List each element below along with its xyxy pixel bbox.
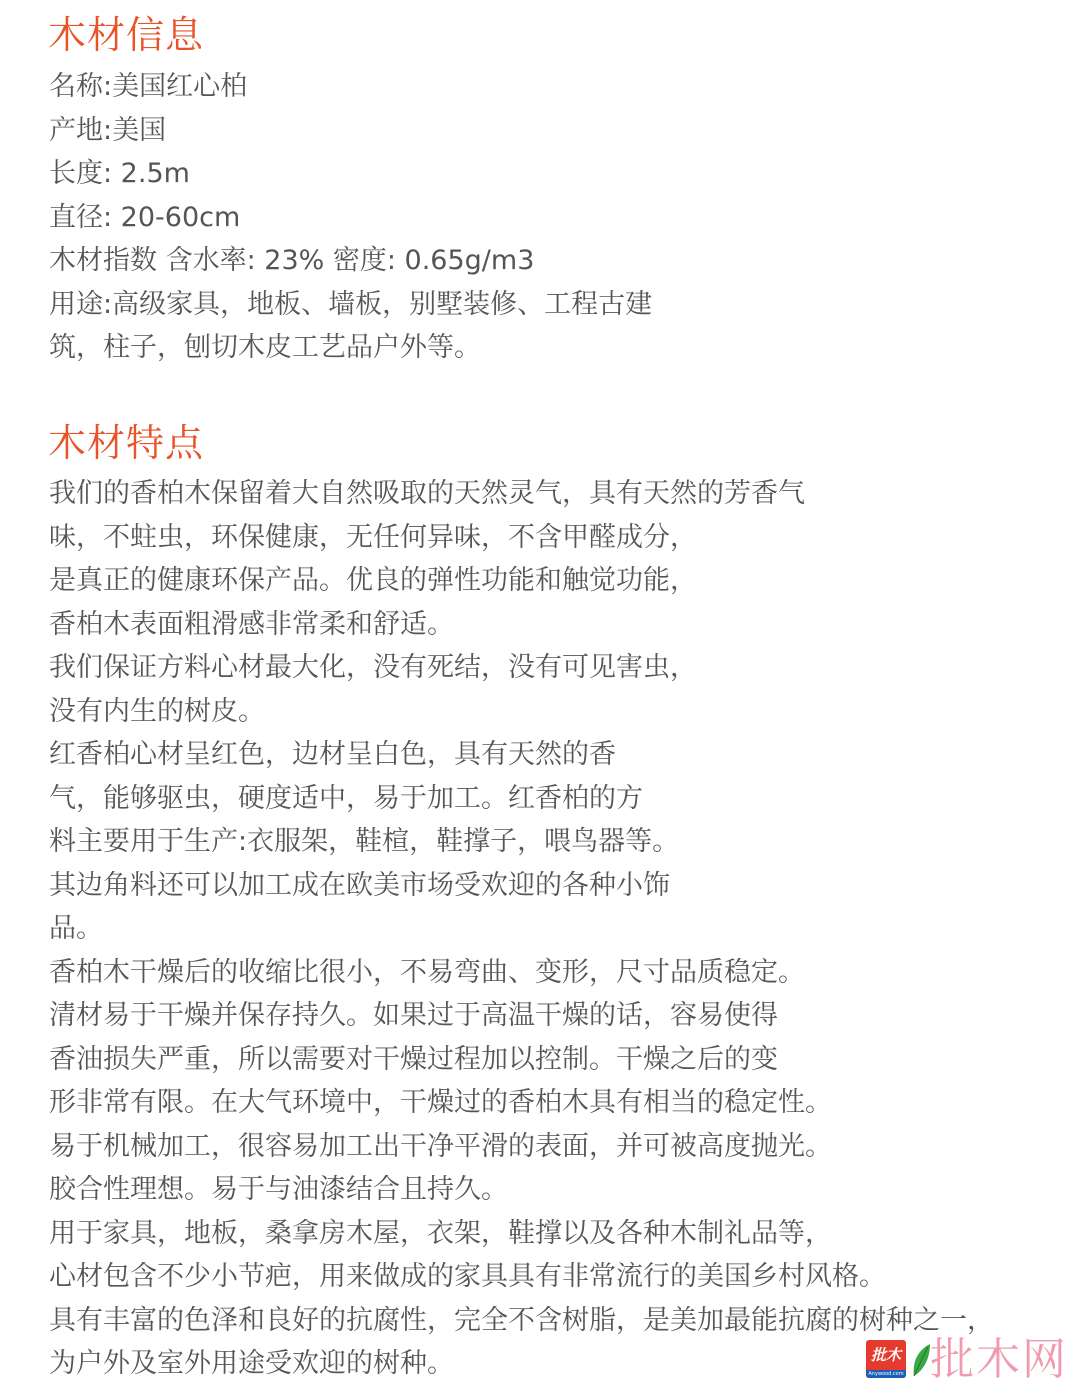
feature-line: 是真正的健康环保产品。优良的弹性功能和触觉功能，: [49, 565, 697, 596]
feature-line: 味，不蛀虫，环保健康，无任何异味，不含甲醛成分，: [49, 521, 697, 553]
feature-line: 具有丰富的色泽和良好的抗腐性，完全不含树脂，是美加最能抗腐的树种之一，: [49, 1304, 994, 1336]
info-line: 长度: 2.5m: [49, 158, 190, 189]
watermark-badge: [866, 1340, 906, 1378]
feature-line: 没有内生的树皮。: [49, 695, 265, 727]
watermark-logo: [866, 1334, 1068, 1385]
feature-line: 我们保证方料心材最大化，没有死结，没有可见害虫，: [49, 652, 697, 683]
leaf-icon: [910, 1342, 932, 1378]
info-line: 直径: 20-60cm: [49, 201, 241, 233]
feature-line: 红香柏心材呈红色，边材呈白色，具有天然的香: [49, 739, 616, 770]
feature-line: 料主要用于生产:衣服架，鞋楦，鞋撑子，喂鸟器等。: [49, 826, 680, 857]
feature-line: 香柏木干燥后的收缩比很小，不易弯曲、变形，尺寸品质稳定。: [49, 956, 805, 988]
watermark-badge-text: 批木: [870, 1346, 901, 1364]
feature-line: 为户外及室外用途受欢迎的树种。: [49, 1348, 454, 1379]
feature-line: 气，能够驱虫，硬度适中，易于加工。红香柏的方: [49, 782, 643, 814]
wood-features-list: [49, 472, 994, 1386]
feature-line: 易于机械加工，很容易加工出干净平滑的表面，并可被高度抛光。: [49, 1130, 832, 1162]
feature-line: 香油损失严重，所以需要对干燥过程加以控制。干燥之后的变: [49, 1043, 778, 1075]
info-line: 用途:高级家具，地板、墙板，别墅装修、工程古建: [49, 288, 653, 320]
info-line: 产地:美国: [49, 114, 167, 146]
feature-line: 心材包含不少小节疤，用来做成的家具具有非常流行的美国乡村风格。: [49, 1261, 886, 1292]
feature-line: 香柏木表面粗滑感非常柔和舒适。: [49, 608, 454, 640]
feature-line: 形非常有限。在大气环境中，干燥过的香柏木具有相当的稳定性。: [49, 1087, 832, 1118]
feature-line: 清材易于干燥并保存持久。如果过于高温干燥的话，容易使得: [49, 1000, 778, 1031]
wood-info-title: 木材信息: [48, 13, 205, 57]
feature-line: 胶合性理想。易于与油漆结合且持久。: [49, 1174, 508, 1205]
info-line: 筑，柱子，刨切木皮工艺品户外等。: [49, 332, 481, 363]
watermark-badge-sub: Anywood.com: [866, 1370, 906, 1378]
feature-line: 我们的香柏木保留着大自然吸取的天然灵气，具有天然的芳香气: [49, 478, 805, 509]
feature-line: 其边角料还可以加工成在欧美市场受欢迎的各种小饰: [49, 869, 670, 901]
watermark-text: 批木网: [930, 1334, 1068, 1385]
wood-info-list: [49, 65, 652, 370]
info-line: 木材指数 含水率: 23% 密度: 0.65g/m3: [49, 245, 535, 276]
feature-line: 用于家具，地板，桑拿房木屋，衣架，鞋撑以及各种木制礼品等，: [49, 1217, 832, 1249]
feature-line: 品。: [49, 913, 103, 944]
info-line: 名称:美国红心柏: [49, 71, 248, 102]
wood-features-title: 木材特点: [48, 421, 205, 465]
